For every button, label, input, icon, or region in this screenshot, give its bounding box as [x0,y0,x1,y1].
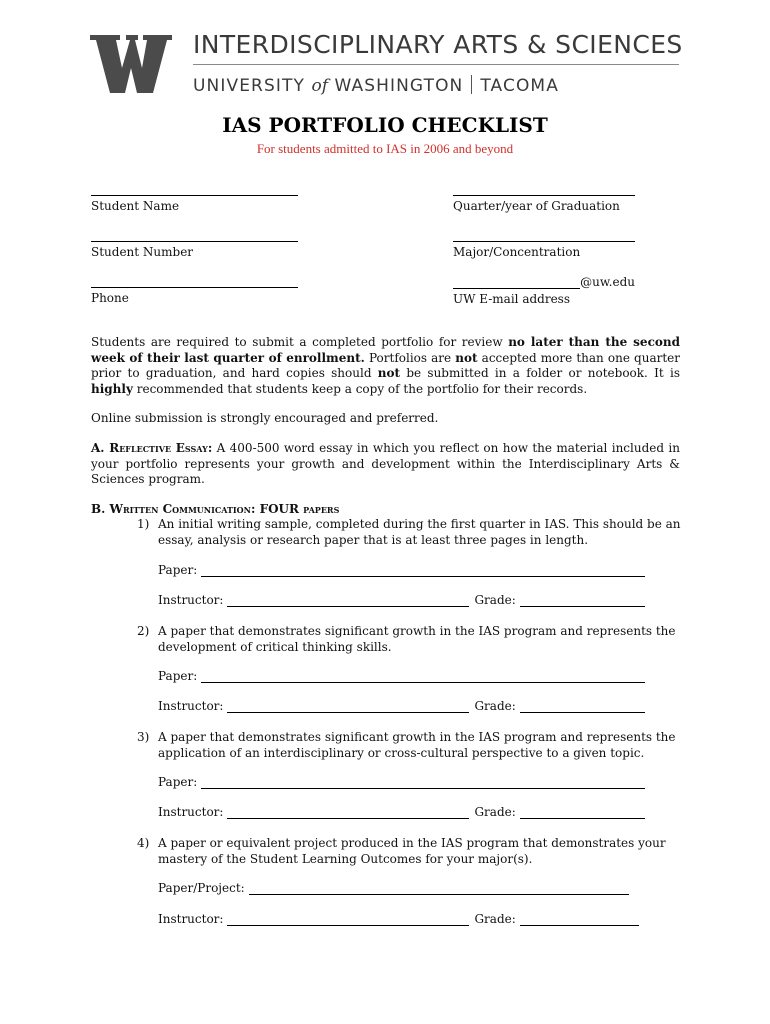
paper-2-field[interactable]: Paper: [158,669,645,683]
phone-field[interactable] [91,287,298,305]
page-subtitle: For students admitted to IAS in 2006 and beyond [256,141,514,156]
paper-4-field[interactable]: Paper/Project: [158,881,629,895]
list-item: 4) A paper or equivalent project produced in the IAS program that demonstrates your mastery of the Student Learning Outcomes for your major(s). [137,836,666,866]
email-label: UW E-mail address [453,292,570,306]
paper-1-field[interactable]: Paper: [158,563,645,577]
university-name: UNIVERSITY of WASHINGTON TACOMA [193,76,559,96]
student-name-field[interactable] [91,195,298,213]
phone-label: Phone [91,291,129,305]
uw-w-logo-icon [90,35,172,93]
instructor-4-field[interactable]: Instructor: Grade: [158,912,639,926]
major-field[interactable] [453,241,635,259]
student-number-field[interactable] [91,241,298,259]
list-item: 1) An initial writing sample, completed during the first quarter in IAS. This should be an essay, analysis or research paper that is at least three pages in length. [137,517,681,547]
intro-paragraph: Students are required to submit a completed portfolio for review no later than the second week of their last quarter of enrollment. Portfolios are not accepted more than one quarter prior to graduation, and hard copies should not be submitted in a folder or notebook. It is highly recommended that students keep a copy of the portfolio for their records. [91,335,680,396]
student-name-label: Student Name [91,199,180,213]
list-item: 3) A paper that demonstrates significant growth in the IAS program and represents the application of an interdisciplinary or cross-cultural perspective to a given topic. [137,730,676,760]
campus-name: TACOMA [480,76,559,96]
department-name: INTERDISCIPLINARY ARTS & SCIENCES [193,30,683,59]
quarter-year-field[interactable] [453,195,635,213]
major-label: Major/Concentration [453,245,581,259]
online-note: Online submission is strongly encouraged and preferred. [91,411,439,425]
instructor-1-field[interactable]: Instructor: Grade: [158,593,645,607]
instructor-2-field[interactable]: Instructor: Grade: [158,699,645,713]
email-domain: @uw.edu [580,275,635,289]
list-item: 2) A paper that demonstrates significant growth in the IAS program and represents the development of critical thinking skills. [137,624,676,654]
page-title: IAS PORTFOLIO CHECKLIST [222,113,548,137]
section-b-heading: B. Written Communication: FOUR papers [91,502,340,516]
uw-email-field[interactable] [453,275,635,306]
student-number-label: Student Number [91,245,194,259]
header-divider [193,64,679,65]
instructor-3-field[interactable]: Instructor: Grade: [158,805,645,819]
paper-3-field[interactable]: Paper: [158,775,645,789]
section-a: A. Reflective Essay: A 400-500 word essay in which you reflect on how the material included in your portfolio represents your growth and development within the Interdisciplinary Arts & Sciences program. [91,441,680,486]
section-a-heading: A. Reflective Essay: [91,441,213,455]
quarter-year-label: Quarter/year of Graduation [453,199,620,213]
